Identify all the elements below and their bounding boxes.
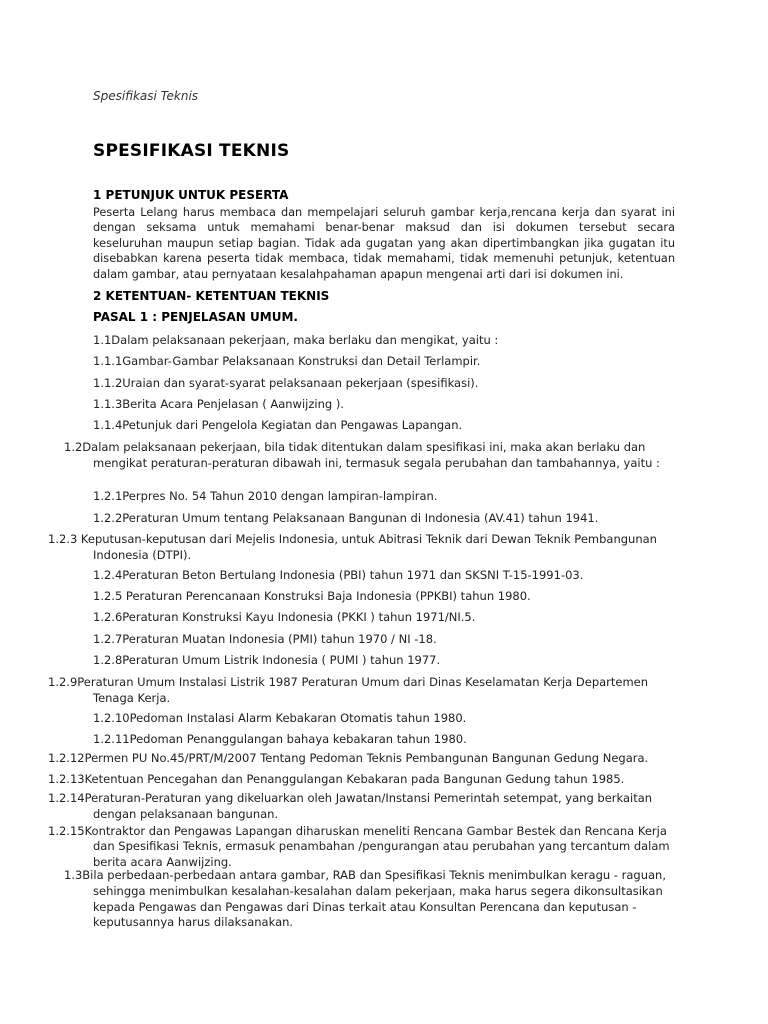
item-1-1: 1.1Dalam pelaksanaan pekerjaan, maka berlaku dan mengikat, yaitu : — [93, 333, 499, 347]
section-2-heading: 2 KETENTUAN- KETENTUAN TEKNIS — [93, 289, 330, 303]
section-1-paragraph: Peserta Lelang harus membaca dan mempelajari seluruh gambar kerja,rencana kerja dan syarat ini dengan seksama untuk memahami benar-benar maksud dan isi dokumen tersebut secara keseluruhan maupun setiap bagian. Tidak ada gugatan yang akan dipertimbangkan jika gugatan itu disebabkan karena peserta tidak membaca, tidak memahami, tidak memenuhi petunjuk, ketentuan dalam gambar, atau pernyataan kesalahpahaman apapun mengenai arti dari isi dokumen ini. — [93, 206, 675, 281]
pasal-1-heading: PASAL 1 : PENJELASAN UMUM. — [93, 310, 298, 324]
page-header: Spesifikasi Teknis — [93, 89, 199, 103]
item-1-2-3-line1: 1.2.3 Keputusan-keputusan dari Mejelis Indonesia, untuk Abitrasi Teknik dari Dewan Teknik Pembangunan — [48, 532, 657, 546]
item-1-2-15-line3: berita acara Aanwijzing. — [93, 855, 232, 869]
item-1-1-3: 1.1.3Berita Acara Penjelasan ( Aanwijzing ). — [93, 397, 344, 411]
item-1-1-1: 1.1.1Gambar-Gambar Pelaksanaan Konstruksi dan Detail Terlampir. — [93, 354, 481, 368]
item-1-3-line4: keputusannya harus dilaksanakan. — [93, 915, 294, 929]
item-1-2-12: 1.2.12Permen PU No.45/PRT/M/2007 Tentang Pedoman Teknis Pembangunan Bangunan Gedung Negara. — [48, 751, 649, 765]
item-1-2-line1: 1.2Dalam pelaksanaan pekerjaan, bila tidak ditentukan dalam spesifikasi ini, maka akan berlaku dan — [64, 440, 646, 454]
item-1-2-4: 1.2.4Peraturan Beton Bertulang Indonesia (PBI) tahun 1971 dan SKSNI T-15-1991-03. — [93, 568, 584, 582]
item-1-2-5: 1.2.5 Peraturan Perencanaan Konstruksi Baja Indonesia (PPKBI) tahun 1980. — [93, 589, 531, 603]
item-1-2-line2: mengikat peraturan-peraturan dibawah ini, termasuk segala perubahan dan tambahannya, yaitu : — [93, 456, 660, 470]
item-1-2-8: 1.2.8Peraturan Umum Listrik Indonesia ( PUMI ) tahun 1977. — [93, 653, 441, 667]
item-1-2-10: 1.2.10Pedoman Instalasi Alarm Kebakaran Otomatis tahun 1980. — [93, 711, 467, 725]
item-1-1-4: 1.1.4Petunjuk dari Pengelola Kegiatan dan Pengawas Lapangan. — [93, 418, 463, 432]
item-1-2-14-line1: 1.2.14Peraturan-Peraturan yang dikeluarkan oleh Jawatan/Instansi Pemerintah setempat, yang berkaitan — [48, 791, 653, 805]
item-1-2-7: 1.2.7Peraturan Muatan Indonesia (PMI) tahun 1970 / NI -18. — [93, 632, 437, 646]
item-1-2-2: 1.2.2Peraturan Umum tentang Pelaksanaan Bangunan di Indonesia (AV.41) tahun 1941. — [93, 511, 599, 525]
item-1-3-line1: 1.3Bila perbedaan-perbedaan antara gambar, RAB dan Spesifikasi Teknis menimbulkan keragu - raguan, — [64, 868, 666, 882]
item-1-2-6: 1.2.6Peraturan Konstruksi Kayu Indonesia (PKKI ) tahun 1971/NI.5. — [93, 610, 476, 624]
item-1-2-15-line2: dan Spesifikasi Teknis, ermasuk penambahan /pengurangan atau perubahan yang tercantum dalam — [93, 839, 670, 853]
section-1-heading: 1 PETUNJUK UNTUK PESERTA — [93, 188, 289, 202]
item-1-2-11: 1.2.11Pedoman Penanggulangan bahaya kebakaran tahun 1980. — [93, 732, 467, 746]
item-1-2-9-line1: 1.2.9Peraturan Umum Instalasi Listrik 1987 Peraturan Umum dari Dinas Keselamatan Kerja Departemen — [48, 675, 649, 689]
item-1-1-2: 1.1.2Uraian dan syarat-syarat pelaksanaan pekerjaan (spesifikasi). — [93, 376, 479, 390]
item-1-3-line3: kepada Pengawas dan Pengawas dari Dinas terkait atau Konsultan Perencana dan keputusan - — [93, 900, 637, 914]
item-1-2-3-line2: Indonesia (DTPI). — [93, 548, 192, 562]
item-1-2-1: 1.2.1Perpres No. 54 Tahun 2010 dengan lampiran-lampiran. — [93, 489, 438, 503]
item-1-2-13: 1.2.13Ketentuan Pencegahan dan Penanggulangan Kebakaran pada Bangunan Gedung tahun 1985. — [48, 772, 625, 786]
item-1-2-14-line2: dengan pelaksanaan bangunan. — [93, 807, 279, 821]
item-1-2-9-line2: Tenaga Kerja. — [93, 691, 171, 705]
document-title: SPESIFIKASI TEKNIS — [93, 141, 290, 161]
item-1-3-line2: sehingga menimbulkan kesalahan-kesalahan dalam pekerjaan, maka harus segera dikonsultasikan — [93, 884, 663, 898]
item-1-2-15-line1: 1.2.15Kontraktor dan Pengawas Lapangan diharuskan meneliti Rencana Gambar Bestek dan Rencana Kerja — [48, 824, 667, 838]
